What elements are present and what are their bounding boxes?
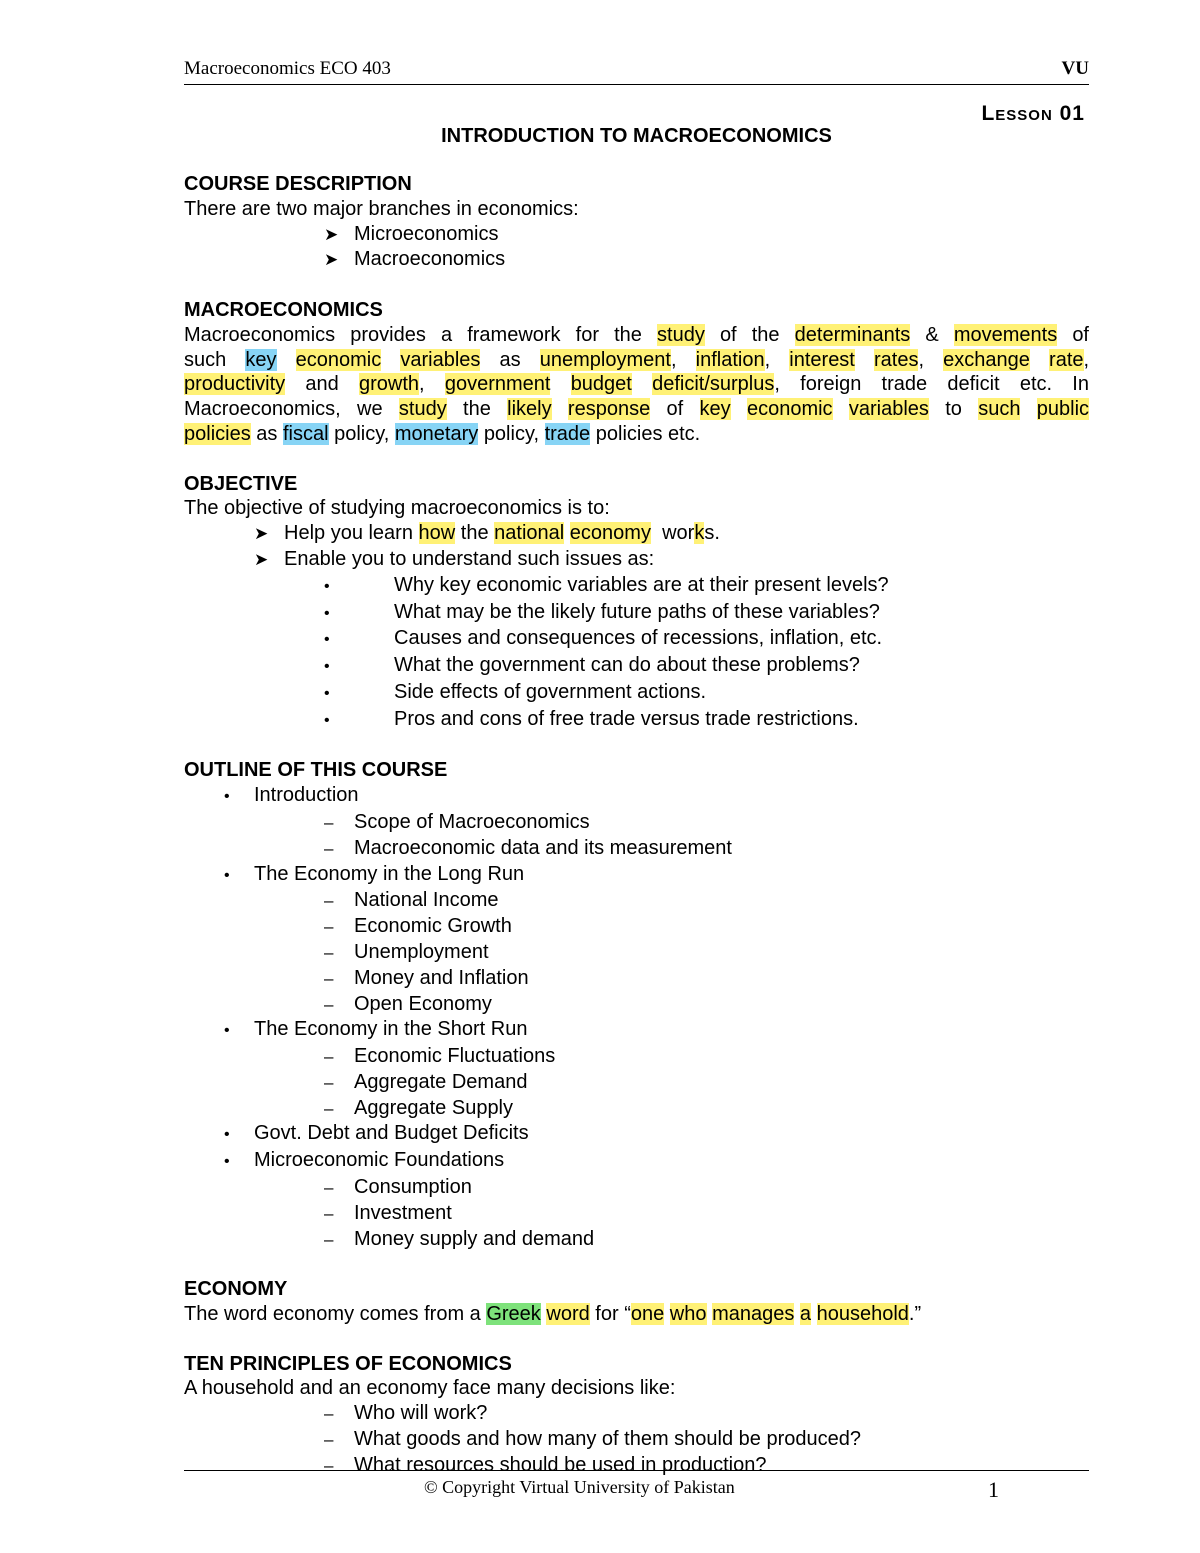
list-item: • Pros and cons of free trade versus trade restrictions. <box>184 707 1089 734</box>
arrow-bullet-icon: ➤ <box>324 224 339 244</box>
highlight: k <box>694 522 705 545</box>
highlight: rate <box>1049 348 1084 371</box>
highlight: such <box>978 398 1021 421</box>
dash-icon: – <box>324 1430 334 1450</box>
highlight: fiscal <box>282 422 329 445</box>
dash-icon: – <box>324 1047 334 1067</box>
bullet-icon: • <box>324 684 330 702</box>
highlight: who <box>669 1303 707 1326</box>
page-number: 1 <box>988 1477 999 1502</box>
highlight: inflation <box>695 348 765 371</box>
highlight: growth <box>359 373 420 396</box>
list-item: – Scope of Macroeconomics <box>184 810 1089 836</box>
dash-icon: – <box>324 1072 334 1092</box>
dash-icon: – <box>324 994 334 1014</box>
section-heading-outline: OUTLINE OF THIS COURSE <box>184 759 448 782</box>
section-heading-ten-principles: TEN PRINCIPLES OF ECONOMICS <box>184 1352 512 1375</box>
list-item: – National Income <box>184 888 1089 914</box>
section-heading-objective: OBJECTIVE <box>184 472 298 495</box>
highlight: key <box>245 348 277 371</box>
list-item: – Unemployment <box>184 940 1089 966</box>
list-item: – Who will work? <box>184 1401 1089 1427</box>
list-item: • Microeconomic Foundations <box>184 1148 1089 1175</box>
list-item: • Causes and consequences of recessions, inflation, etc. <box>184 626 1089 653</box>
bullet-icon: • <box>224 1153 230 1171</box>
highlight: determinants <box>794 323 911 346</box>
dash-icon: – <box>324 942 334 962</box>
list-item: – Aggregate Supply <box>184 1096 1089 1122</box>
list-item: – Investment <box>184 1201 1089 1227</box>
bullet-icon: • <box>324 711 330 729</box>
highlight: budget <box>570 373 632 396</box>
list-item: – Aggregate Demand <box>184 1070 1089 1096</box>
highlight: economic <box>295 348 382 371</box>
highlight: a <box>799 1303 812 1326</box>
section-heading-macroeconomics: MACROECONOMICS <box>184 298 383 321</box>
highlight: movements <box>953 323 1058 346</box>
dash-icon: – <box>324 1178 334 1198</box>
list-item: ➤ Help you learn how the national economy works. <box>184 521 1089 547</box>
list-item: – Open Economy <box>184 992 1089 1018</box>
ten-principles-intro: A household and an economy face many decisions like: <box>184 1377 676 1400</box>
highlight: government <box>444 373 551 396</box>
highlight: trade <box>544 422 591 445</box>
list-item: – Economic Growth <box>184 914 1089 940</box>
lesson-label: Lesson 01 <box>981 102 1085 125</box>
bullet-icon: • <box>224 866 230 884</box>
document-body <box>184 172 1089 1479</box>
highlight: interest <box>789 348 855 371</box>
dash-icon: – <box>324 1229 334 1249</box>
section-heading-economy: ECONOMY <box>184 1278 288 1301</box>
highlight: likely <box>507 398 552 421</box>
highlight: economic <box>746 398 833 421</box>
highlight: variables <box>848 398 929 421</box>
document-title: INTRODUCTION TO MACROECONOMICS <box>441 125 832 147</box>
list-item: • The Economy in the Long Run <box>184 862 1089 889</box>
arrow-bullet-icon: ➤ <box>254 549 269 569</box>
highlight: Greek <box>486 1303 541 1326</box>
list-item: • Introduction <box>184 783 1089 810</box>
highlight: economy <box>569 522 651 545</box>
list-item: ➤ Microeconomics <box>184 222 1089 248</box>
dash-icon: – <box>324 968 334 988</box>
list-item: • The Economy in the Short Run <box>184 1017 1089 1044</box>
highlight: variables <box>400 348 481 371</box>
macro-paragraph-line-4: Macroeconomics, we study the likely response of key economic variables to such public <box>184 398 1090 421</box>
highlight: deficit/surplus <box>652 373 775 396</box>
dash-icon: – <box>324 917 334 937</box>
bullet-icon: • <box>224 1126 230 1144</box>
dash-icon: – <box>324 1404 334 1424</box>
highlight: word <box>546 1303 590 1326</box>
objective-intro: The objective of studying macroeconomics is to: <box>184 497 610 520</box>
highlight: response <box>567 398 651 421</box>
highlight: rates <box>874 348 919 371</box>
header-org: VU <box>1061 58 1089 79</box>
highlight: exchange <box>943 348 1030 371</box>
list-item: • What the government can do about these problems? <box>184 653 1089 680</box>
footer-copyright: © Copyright Virtual University of Pakistan <box>424 1477 735 1497</box>
arrow-bullet-icon: ➤ <box>254 524 269 544</box>
highlight: public <box>1036 398 1090 421</box>
dash-icon: – <box>324 1203 334 1223</box>
dash-icon: – <box>324 1098 334 1118</box>
bullet-icon: • <box>324 631 330 649</box>
course-description-intro: There are two major branches in economics: <box>184 197 579 220</box>
header-course: Macroeconomics ECO 403 <box>184 58 391 79</box>
list-item: • Govt. Debt and Budget Deficits <box>184 1121 1089 1148</box>
section-heading-course-description: COURSE DESCRIPTION <box>184 173 412 195</box>
bullet-icon: • <box>224 1022 230 1040</box>
list-item: ➤ Enable you to understand such issues as: <box>184 547 1089 573</box>
arrow-bullet-icon: ➤ <box>324 250 339 270</box>
highlight: study <box>398 398 447 421</box>
bullet-icon: • <box>224 788 230 806</box>
bullet-icon: • <box>324 604 330 622</box>
highlight: policies <box>184 422 251 445</box>
bullet-icon: • <box>324 658 330 676</box>
list-item: ➤ Macroeconomics <box>184 247 1089 273</box>
list-item: – Economic Fluctuations <box>184 1044 1089 1070</box>
dash-icon: – <box>324 891 334 911</box>
highlight: household <box>816 1303 909 1326</box>
list-item: – Macroeconomic data and its measurement <box>184 836 1089 862</box>
highlight: national <box>494 522 565 545</box>
highlight: key <box>699 398 731 421</box>
macro-paragraph-line-5: policies as fiscal policy, monetary policy, trade policies etc. <box>184 422 701 445</box>
bullet-icon: • <box>324 577 330 595</box>
highlight: unemployment <box>539 348 671 371</box>
highlight: manages <box>712 1303 795 1326</box>
page-footer <box>184 1470 1089 1502</box>
dash-icon: – <box>324 1455 334 1475</box>
highlight: one <box>630 1303 665 1326</box>
highlight: study <box>657 323 705 346</box>
dash-icon: – <box>324 838 334 858</box>
list-item: • Side effects of government actions. <box>184 680 1089 707</box>
list-item: – Money and Inflation <box>184 966 1089 992</box>
macro-paragraph-line-2: such key economic variables as unemployment, inflation, interest rates, exchange rate, <box>184 348 1090 371</box>
macro-paragraph-line-1: Macroeconomics provides a framework for the study of the determinants & movements of <box>184 323 1089 346</box>
list-item: • Why key economic variables are at their present levels? <box>184 573 1089 600</box>
list-item: – What resources should be used in production? <box>184 1453 1089 1479</box>
highlight: monetary <box>394 422 479 445</box>
list-item: – Money supply and demand <box>184 1227 1089 1253</box>
page-header <box>184 56 1089 85</box>
list-item: – Consumption <box>184 1175 1089 1201</box>
economy-definition: The word economy comes from a Greek word for “one who manages a household.” <box>184 1303 922 1326</box>
macro-paragraph-line-3: productivity and growth, government budget deficit/surplus, foreign trade deficit etc. In <box>184 373 1089 396</box>
highlight: productivity <box>184 373 286 396</box>
dash-icon: – <box>324 812 334 832</box>
list-item: • What may be the likely future paths of these variables? <box>184 600 1089 627</box>
list-item: – What goods and how many of them should be produced? <box>184 1427 1089 1453</box>
highlight: how <box>418 522 456 545</box>
